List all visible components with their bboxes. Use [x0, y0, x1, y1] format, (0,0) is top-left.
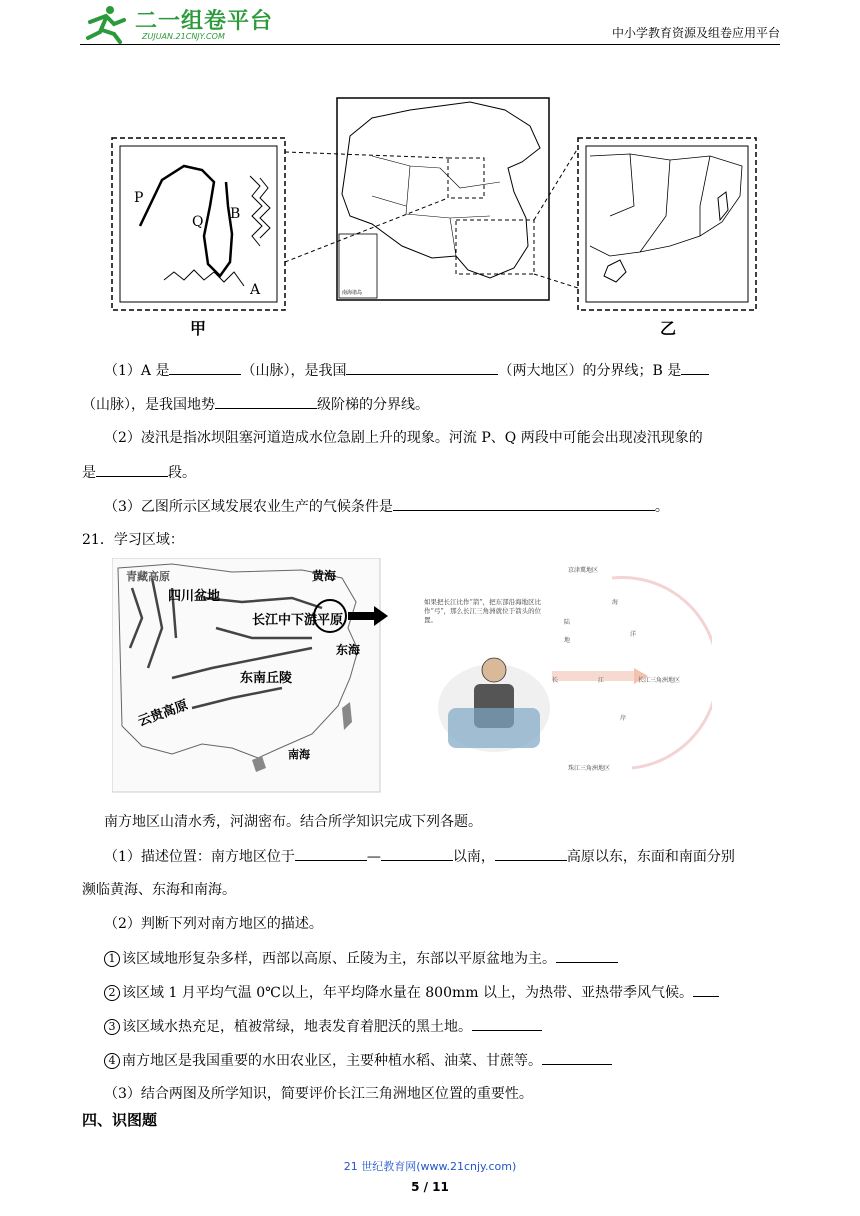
- q21-p1-b: —: [366, 849, 381, 865]
- circled-number: 2: [104, 985, 120, 1001]
- label-donghai: 东海: [336, 643, 361, 657]
- label-b: B: [230, 206, 241, 222]
- label-chang: 长: [552, 677, 559, 684]
- q21-part1-line2: [82, 880, 782, 900]
- label-lu: 陆: [564, 619, 571, 626]
- statement-text: 该区域 1 月平均气温 0℃以上，年平均降水量在 800mm 以上，为热带、亚热带季风气候。: [122, 985, 693, 1001]
- q20-p1-e: 级阶梯的分界线。: [317, 397, 429, 413]
- label-yang: 洋: [630, 631, 637, 638]
- page-number: 5 / 11: [411, 1180, 449, 1194]
- statement-text: 该区域水热充足，植被常绿，地表发育着肥沃的黑土地。: [122, 1019, 472, 1035]
- label-changjiang: 长江中下游平原: [252, 613, 344, 628]
- label-qingzang: 青藏高原: [126, 570, 170, 583]
- q20-p1-c: （两大地区）的分界线；B 是: [498, 363, 682, 379]
- q20-p1-d: （山脉），是我国地势: [82, 397, 215, 413]
- figure-south-china: [112, 558, 712, 794]
- q21-p3-text: （3）结合两图及所学知识，简要评价长江三角洲地区位置的重要性。: [104, 1086, 533, 1102]
- q21-p1-d: 高原以东，东面和南面分别: [566, 849, 735, 865]
- site-logo: [80, 4, 340, 42]
- label-jingjinji: 京津冀地区: [568, 567, 599, 574]
- label-p: P: [134, 190, 144, 206]
- q20-part1-line2: [82, 394, 782, 415]
- caption-jia: 甲: [190, 319, 207, 338]
- q21-p1-c: 以南，: [452, 849, 495, 865]
- chair: [448, 708, 540, 748]
- header-platform-text: 中小学教育资源及组卷应用平台: [611, 26, 780, 40]
- label-jiang: 江: [598, 677, 605, 684]
- label-yungui: 云贵高原: [136, 697, 191, 730]
- section-heading: 四、识图题: [82, 1111, 158, 1129]
- statement-text: 该区域地形复杂多样，西部以高原、丘陵为主，东部以平原盆地为主。: [122, 951, 556, 967]
- q21-part2: [82, 914, 804, 934]
- answer-blank[interactable]: [96, 462, 168, 477]
- q20-p3-a: （3）乙图所示区域发展农业生产的气候条件是: [104, 499, 393, 515]
- q21-statement-4: [82, 1050, 804, 1071]
- statement-text: 南方地区是我国重要的水田农业区，主要种植水稻、油菜、甘蔗等。: [122, 1053, 542, 1069]
- answer-blank[interactable]: [472, 1016, 542, 1031]
- q20-p1-b: （山脉），是我国: [241, 363, 347, 379]
- q21-intro: [82, 812, 804, 832]
- q20-p2-c: 段。: [168, 465, 196, 481]
- q21-part1-line1: [82, 846, 804, 867]
- label-an: 岸: [620, 715, 627, 722]
- label-sichuan: 四川盆地: [168, 589, 221, 604]
- answer-blank[interactable]: [556, 948, 618, 963]
- label-di: 地: [564, 637, 571, 644]
- answer-blank[interactable]: [542, 1050, 612, 1065]
- answer-blank[interactable]: [495, 846, 567, 861]
- south-sea-inset: [339, 234, 377, 298]
- answer-blank[interactable]: [693, 982, 719, 997]
- circled-number: 4: [104, 1053, 120, 1069]
- teacher-note: 如果把长江比作“箭”，把东部沿海地区比作“弓”，那么长江三角洲就位于箭头的位置。: [424, 598, 542, 624]
- q20-p3-b: 。: [654, 499, 669, 515]
- q21-p1-e: 濒临黄海、东海和南海。: [82, 882, 236, 898]
- circled-number: 3: [104, 1019, 120, 1035]
- answer-blank[interactable]: [381, 846, 453, 861]
- caption-yi: 乙: [660, 319, 677, 338]
- answer-blank[interactable]: [169, 360, 241, 375]
- answer-blank[interactable]: [393, 496, 655, 511]
- answer-blank[interactable]: [295, 846, 367, 861]
- label-csj: 长江三角洲地区: [638, 677, 681, 684]
- q21-p2-text: （2）判断下列对南方地区的描述。: [104, 916, 323, 932]
- q21-p1-a: （1）描述位置：南方地区位于: [104, 849, 295, 865]
- label-a: A: [250, 282, 261, 298]
- q20-part3: [82, 496, 804, 517]
- label-zsj: 珠江三角洲地区: [568, 765, 611, 772]
- runner-logo-icon: [80, 4, 132, 44]
- footer-site-link[interactable]: 21 世纪教育网(www.21cnjy.com): [343, 1160, 517, 1173]
- label-huanghai: 黄海: [312, 569, 337, 583]
- q20-part2-line1: [82, 428, 804, 448]
- answer-blank[interactable]: [346, 360, 498, 375]
- logo-text: 二一组卷平台: [135, 9, 274, 34]
- q21-title-text: 21．学习区域：: [82, 532, 184, 548]
- figure-china-maps: [110, 96, 760, 340]
- q20-p2-b: 是: [82, 465, 96, 481]
- person-head: [482, 658, 506, 682]
- q21-statement-2: [82, 982, 804, 1003]
- q21-part3: [82, 1084, 804, 1104]
- q21-statement-3: [82, 1016, 804, 1037]
- inset-caption: 南海诸岛: [342, 290, 363, 296]
- label-nanhai: 南海: [288, 748, 310, 761]
- label-dongnan: 东南丘陵: [240, 671, 293, 686]
- q21-statement-1: [82, 948, 804, 969]
- page-header: [80, 0, 780, 45]
- q20-part1-line1: [82, 360, 804, 381]
- circled-number: 1: [104, 951, 120, 967]
- answer-blank[interactable]: [215, 394, 317, 409]
- q20-p2-a: （2）凌汛是指冰坝阻塞河道造成水位急剧上升的现象。河流 P、Q 两段中可能会出现凌汛现象的: [104, 430, 703, 446]
- q20-part2-line2: [82, 462, 782, 483]
- label-q: Q: [192, 214, 204, 230]
- answer-blank[interactable]: [681, 360, 709, 375]
- label-hai: 海: [612, 599, 619, 606]
- logo-subtext: ZUJUAN.21CNJY.COM: [142, 32, 225, 41]
- q21-intro-text: 南方地区山清水秀，河湖密布。结合所学知识完成下列各题。: [104, 814, 482, 830]
- q20-p1-a: （1）A 是: [104, 363, 170, 379]
- q21-title: [82, 530, 782, 550]
